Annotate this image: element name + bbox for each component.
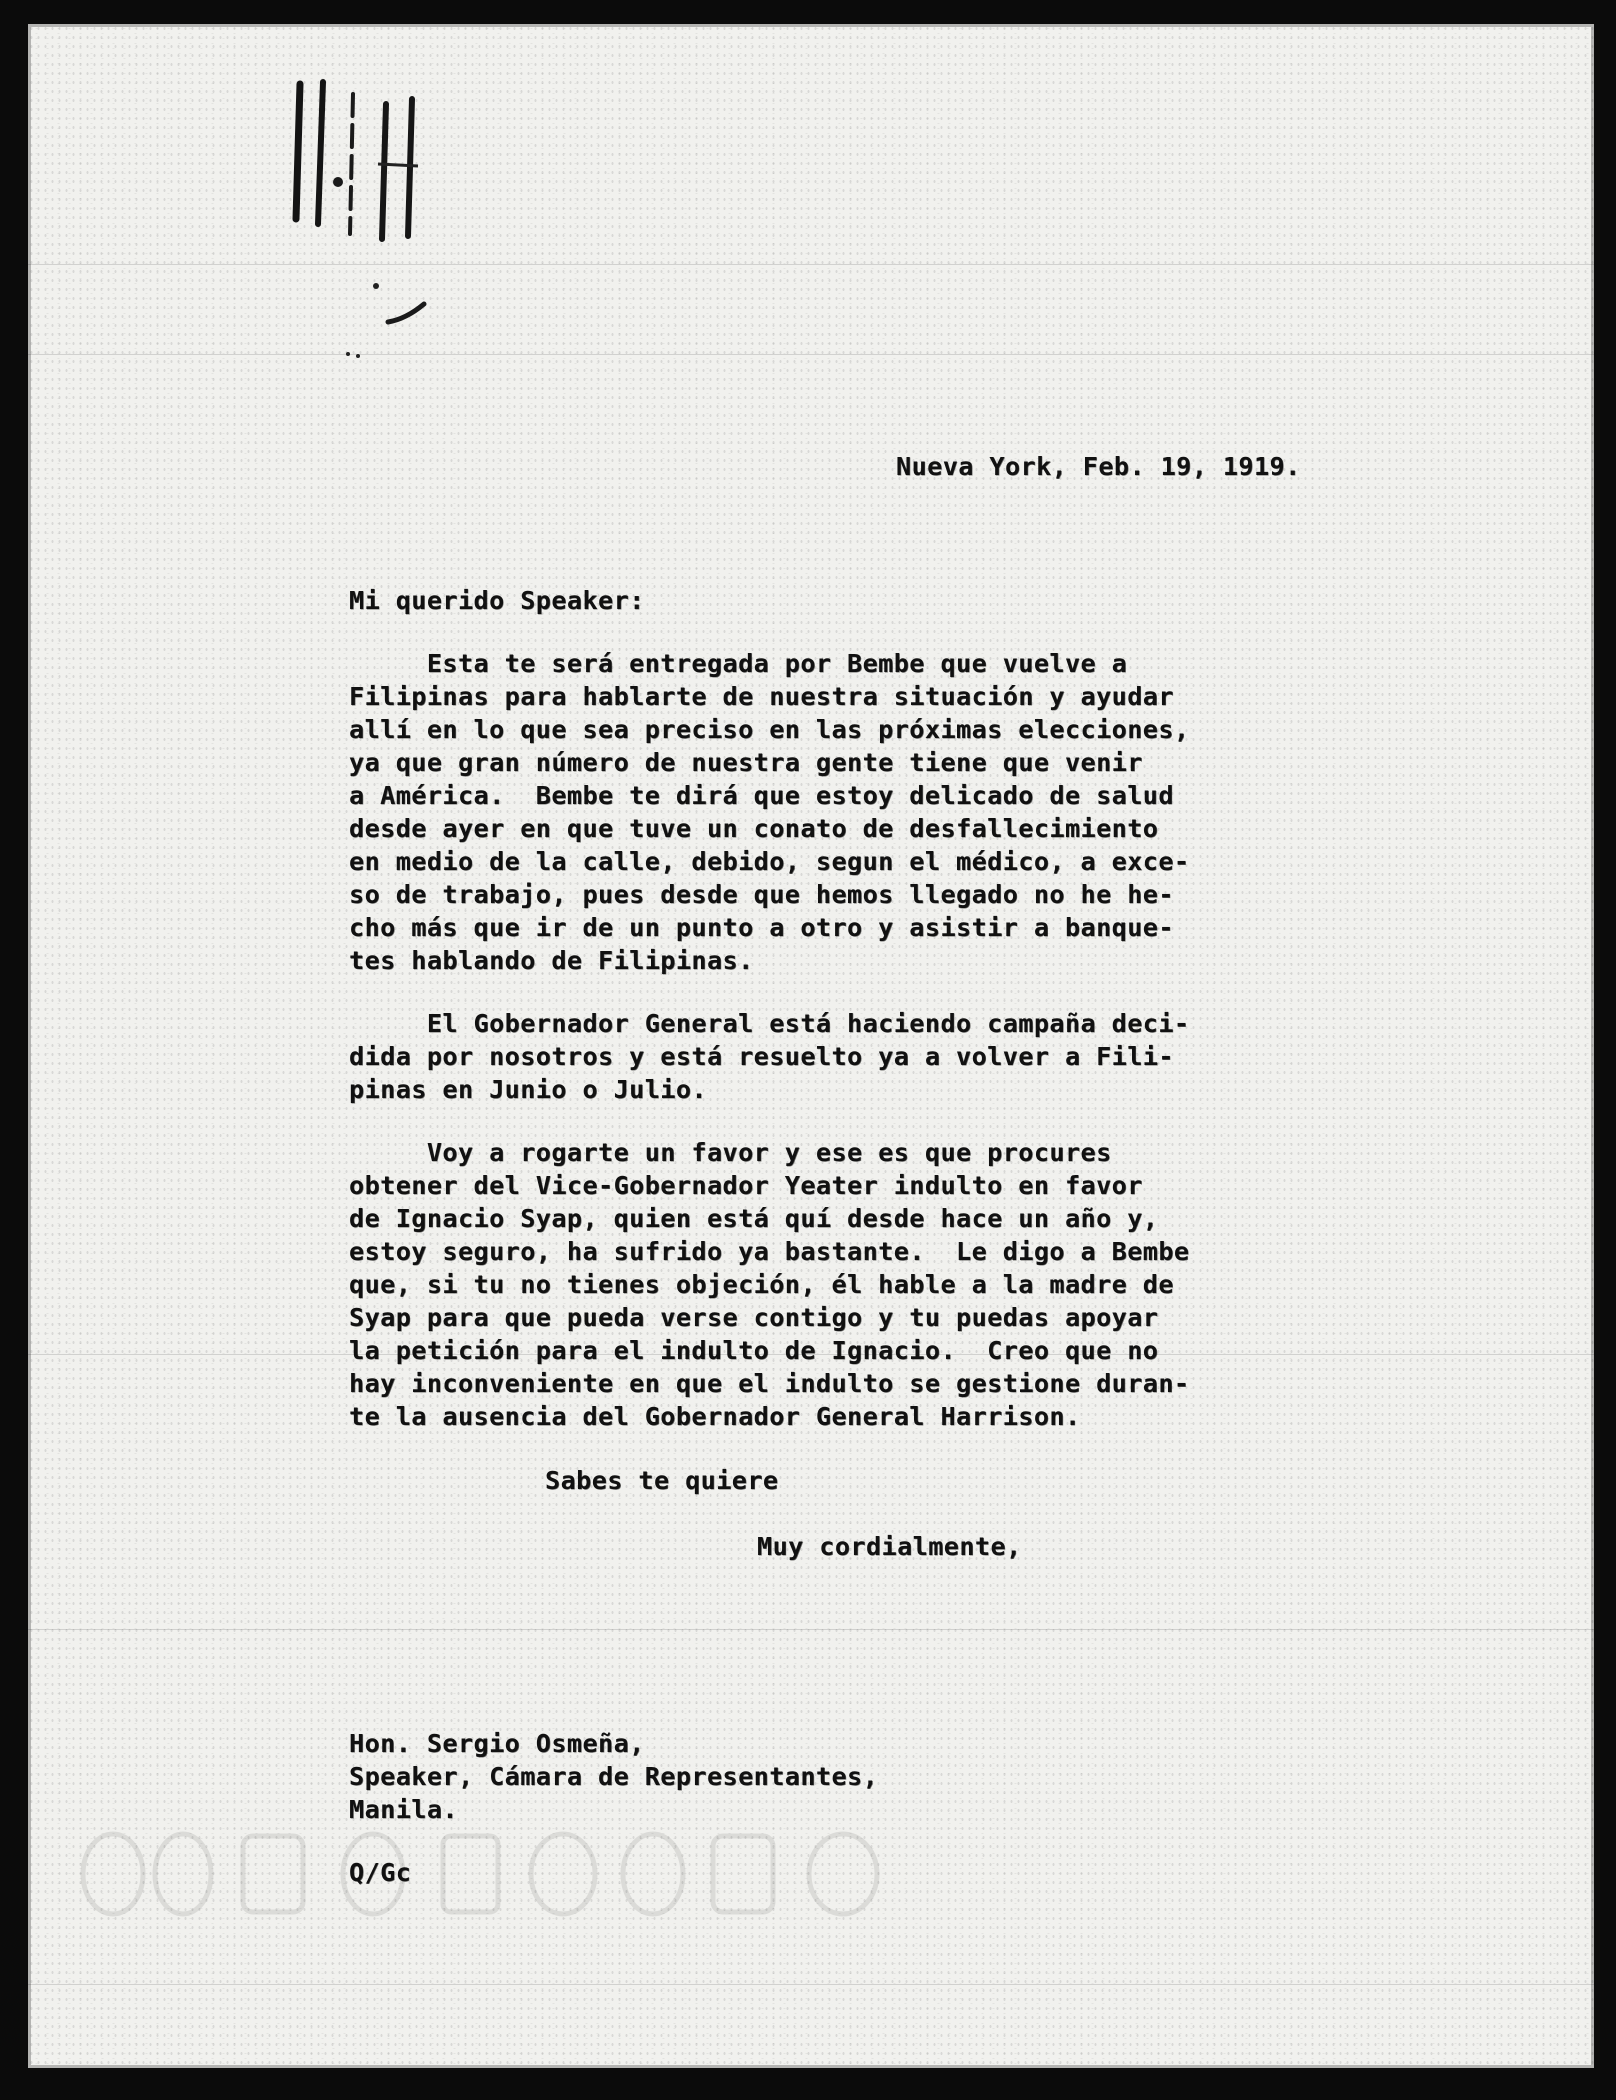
- text-line: de Ignacio Syap, quien está quí desde hace un año y,: [349, 1204, 1159, 1233]
- text-line: te la ausencia del Gobernador General Harrison.: [349, 1402, 1081, 1431]
- text-line: cho más que ir de un punto a otro y asistir a banque-: [349, 913, 1174, 942]
- text-line: que, si tu no tienes objeción, él hable a la madre de: [349, 1270, 1174, 1299]
- text-line: ya que gran número de nuestra gente tiene que venir: [349, 748, 1143, 777]
- text-line: desde ayer en que tuve un conato de desfallecimiento: [349, 814, 1159, 843]
- text-line: obtener del Vice-Gobernador Yeater indulto en favor: [349, 1171, 1143, 1200]
- text-line: so de trabajo, pues desde que hemos llegado no he he-: [349, 880, 1174, 909]
- text-line: hay inconveniente en que el indulto se gestione duran-: [349, 1369, 1190, 1398]
- text-line: dida por nosotros y está resuelto ya a volver a Fili-: [349, 1042, 1174, 1071]
- text-line: la petición para el indulto de Ignacio. Creo que no: [349, 1336, 1159, 1365]
- text-line: estoy seguro, ha sufrido ya bastante. Le digo a Bembe: [349, 1237, 1190, 1266]
- text-line: en medio de la calle, debido, segun el médico, a exce-: [349, 847, 1190, 876]
- complimentary-close: Muy cordialmente,: [757, 1532, 1022, 1561]
- dateline: Nueva York, Feb. 19, 1919.: [896, 452, 1301, 481]
- letter-sheet: [28, 24, 1594, 2068]
- paper-rule-line: [28, 264, 1594, 265]
- reference-initials: Q/Gc: [349, 1858, 412, 1887]
- text-line: Esta te será entregada por Bembe que vuelve a: [349, 649, 1128, 678]
- text-line: allí en lo que sea preciso en las próximas elecciones,: [349, 715, 1190, 744]
- text-line: tes hablando de Filipinas.: [349, 946, 754, 975]
- address-line: Speaker, Cámara de Representantes,: [349, 1762, 879, 1791]
- paper-rule-line: [28, 1629, 1594, 1630]
- address-line: Manila.: [349, 1795, 458, 1824]
- paper-rule-line: [28, 354, 1594, 355]
- text-line: Syap para que pueda verse contigo y tu puedas apoyar: [349, 1303, 1159, 1332]
- closing-line: Sabes te quiere: [545, 1466, 779, 1495]
- salutation: Mi querido Speaker:: [349, 586, 645, 615]
- text-line: Voy a rogarte un favor y ese es que procures: [349, 1138, 1112, 1167]
- paper-rule-line: [28, 1984, 1594, 1985]
- text-line: pinas en Junio o Julio.: [349, 1075, 707, 1104]
- address-line: Hon. Sergio Osmeña,: [349, 1729, 645, 1758]
- text-line: a América. Bembe te dirá que estoy delicado de salud: [349, 781, 1174, 810]
- text-line: El Gobernador General está haciendo campaña deci-: [349, 1009, 1190, 1038]
- text-line: Filipinas para hablarte de nuestra situación y ayudar: [349, 682, 1174, 711]
- faint-received-stamp: [73, 1824, 923, 1924]
- handwritten-ink-marks: [278, 64, 538, 364]
